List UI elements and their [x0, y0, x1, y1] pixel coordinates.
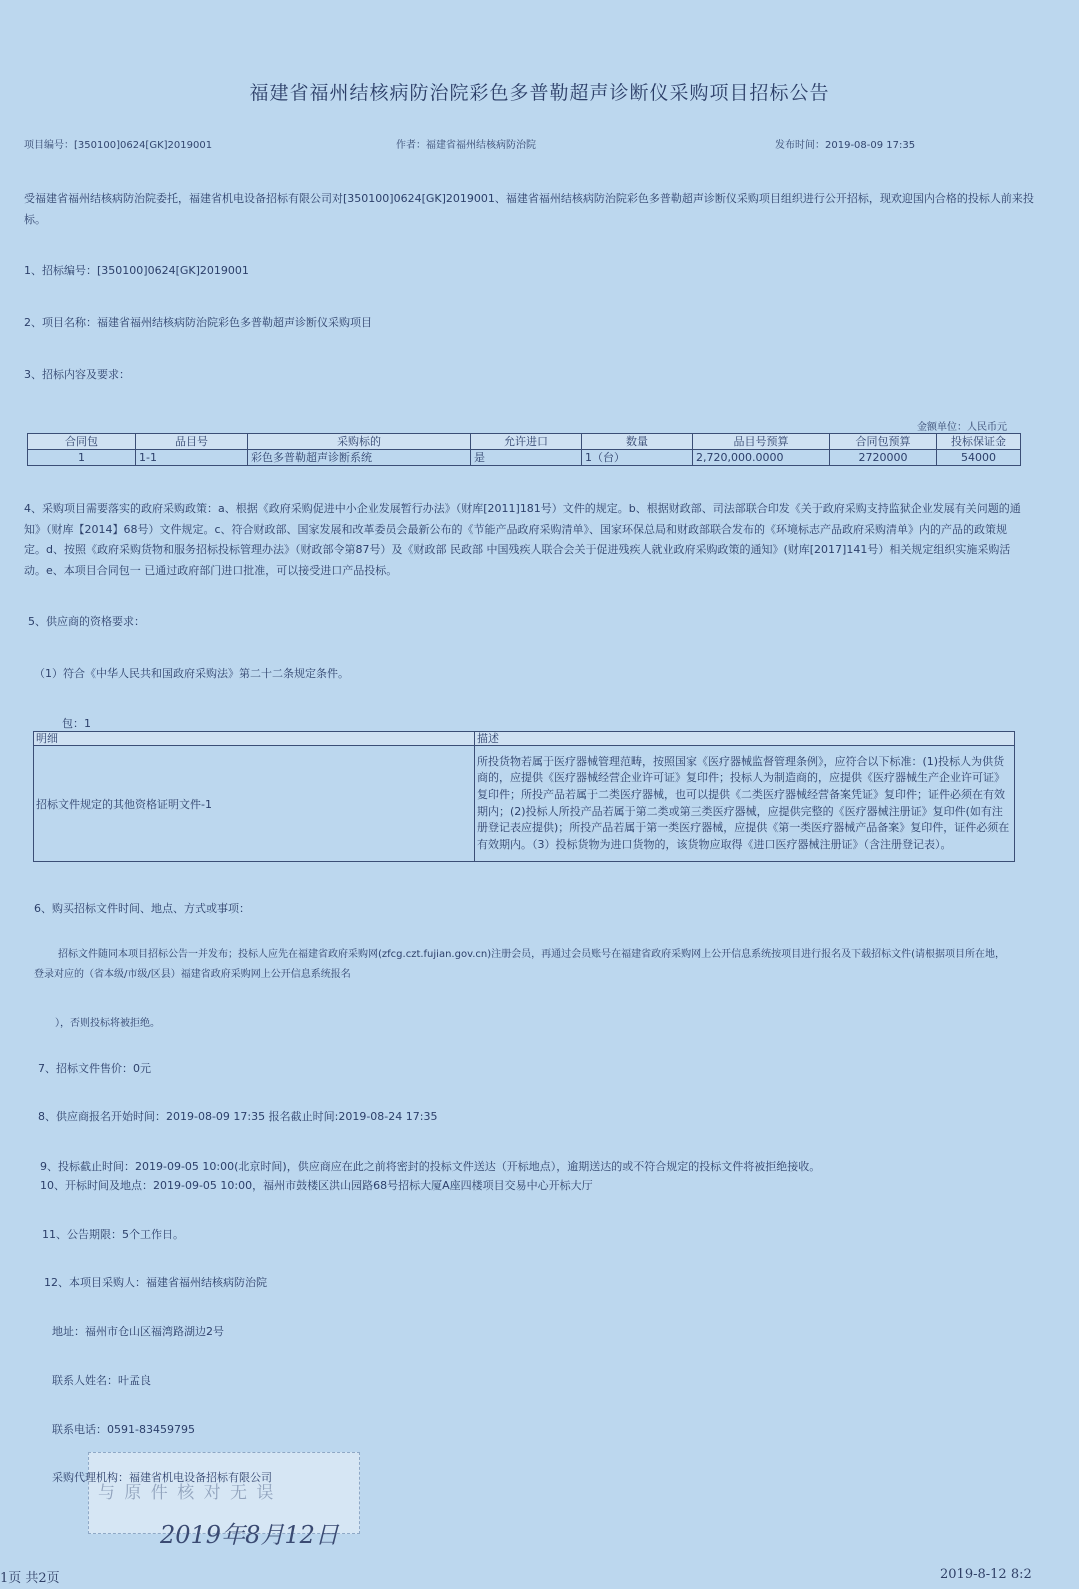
section-9: 9、投标截止时间：2019-09-05 10:00(北京时间)，供应商应在此之前将密封的投标文件送达（开标地点），逾期送达的或不符合规定的投标文件将被拒绝接收。 [40, 1160, 821, 1173]
stamp-text: 与 原 件 核 对 无 误 [98, 1483, 276, 1503]
section-12: 12、本项目采购人：福建省福州结核病防治院 [44, 1276, 267, 1289]
table-header: 采购标的 [248, 434, 471, 450]
table-header: 品目号预算 [693, 434, 830, 450]
table-header: 描述 [475, 732, 1015, 746]
section-7: 7、招标文件售价：0元 [38, 1062, 151, 1075]
section-6-tail: ），否则投标将被拒绝。 [55, 1018, 160, 1029]
currency-unit: 金额单位：人民币元 [917, 422, 1007, 433]
intro-paragraph: 受福建省福州结核病防治院委托，福建省机电设备招标有限公司对[350100]0624[GK]2019001、福建省福州结核病防治院彩色多普勒超声诊断仪采购项目组织进行公开招标，现欢迎国内合格的投标人前来投标。 [24, 192, 1034, 226]
table-header: 合同包预算 [830, 434, 937, 450]
section-3: 3、招标内容及要求： [24, 368, 130, 381]
table-cell: 1 [28, 450, 136, 466]
purchaser-address: 地址：福州市仓山区福湾路湖边2号 [52, 1325, 224, 1338]
table-header-row [34, 732, 1015, 746]
page-title: 福建省福州结核病防治院彩色多普勒超声诊断仪采购项目招标公告 [249, 82, 830, 104]
publish-time: 发布时间：2019-08-09 17:35 [775, 140, 916, 151]
contact-name: 联系人姓名：叶孟良 [52, 1374, 151, 1387]
table-cell: 招标文件规定的其他资格证明文件-1 [34, 746, 475, 862]
handwritten-date: 2019年8月12日 [160, 1521, 339, 1549]
table-header: 投标保证金 [937, 434, 1021, 450]
section-5: 5、供应商的资格要求： [28, 615, 145, 628]
table-cell: 2,720,000.0000 [693, 450, 830, 466]
table-cell: 彩色多普勒超声诊断系统 [248, 450, 471, 466]
procurement-agency: 采购代理机构：福建省机电设备招标有限公司 [52, 1471, 272, 1484]
section-4: 4、采购项目需要落实的政府采购政策：a、根据《政府采购促进中小企业发展暂行办法》（财库[2011]181号）文件的规定。b、根据财政部、司法部联合印发《关于政府采购支持监狱企业发展有关问题的通知》（财库【2014】68号）文件规定。c、符合财政部、国家发展和改革委员会最新公布的《节能产品政府采购清单》、国家环保总局和财政部联合发布的《环境标志产品政府采购清单》内的产品的政策规定。d、按照《政府采购货物和服务招标投标管理办法》（财政部令第87号）及《财政部 民政部 中国残疾人联合会关于促进残疾人就业政府采购政策的通知》(财库[2017]141号）相关规定组织实施采购活动。e、本项目合同包一 已通过政府部门进口批准，可以接受进口产品投标。 [24, 502, 1021, 577]
section-11: 11、公告期限：5个工作日。 [42, 1228, 184, 1241]
section-6: 6、购买招标文件时间、地点、方式或事项： [34, 902, 250, 915]
table-cell: 2720000 [830, 450, 937, 466]
print-time: 2019-8-12 8:2 [940, 1567, 1032, 1582]
contact-phone: 联系电话：0591-83459795 [52, 1423, 195, 1436]
table-header: 合同包 [28, 434, 136, 450]
table-cell: 是 [471, 450, 582, 466]
section-5-1: （1）符合《中华人民共和国政府采购法》第二十二条规定条件。 [34, 667, 349, 680]
section-1: 1、招标编号：[350100]0624[GK]2019001 [24, 264, 249, 277]
table-header: 明细 [34, 732, 475, 746]
table-header: 品目号 [136, 434, 248, 450]
section-2: 2、项目名称：福建省福州结核病防治院彩色多普勒超声诊断仪采购项目 [24, 316, 372, 329]
package-label: 包：1 [62, 717, 91, 730]
table-header: 数量 [582, 434, 693, 450]
page-info: 1页 共2页 [0, 1571, 60, 1586]
table-row [34, 746, 1015, 862]
table-cell-description: 所投货物若属于医疗器械管理范畴，按照国家《医疗器械监督管理条例》，应符合以下标准：(1)投标人为供货商的，应提供《医疗器械经营企业许可证》复印件；投标人为制造商的，应提供《医疗器械生产企业许可证》复印件；所投产品若属于二类医疗器械，也可以提供《二类医疗器械经营备案凭证》复印件；证件必须在有效期内；(2)投标人所投产品若属于第二类或第三类医疗器械，应提供完整的《医疗器械注册证》复印件(如有注册登记表应提供)；所投产品若属于第一类医疗器械，应提供《第一类医疗器械产品备案》复印件，证件必须在有效期内。（3）投标货物为进口货物的，该货物应取得《进口医疗器械注册证》（含注册登记表）。 [475, 746, 1015, 862]
section-8: 8、供应商报名开始时间：2019-08-09 17:35 报名截止时间:2019-08-24 17:35 [38, 1110, 438, 1123]
section-6-text: 招标文件随同本项目招标公告一并发布；投标人应先在福建省政府采购网(zfcg.czt.fujian.gov.cn)注册会员，再通过会员账号在福建省政府采购网上公开信息系统按项目进行报名及下载招标文件(请根据项目所在地，登录对应的（省本级/市级/区县）福建省政府采购网上公开信息系统报名 [34, 949, 1006, 980]
author: 作者：福建省福州结核病防治院 [396, 140, 536, 151]
qualification-table [33, 731, 1015, 862]
table-cell: 1-1 [136, 450, 248, 466]
table-cell: 54000 [937, 450, 1021, 466]
table-cell: 1（台） [582, 450, 693, 466]
table-header-row [28, 434, 1021, 450]
table-row [28, 450, 1021, 466]
bid-content-table [27, 433, 1021, 466]
section-10: 10、开标时间及地点：2019-09-05 10:00，福州市鼓楼区洪山园路68号招标大厦A座四楼项目交易中心开标大厅 [40, 1179, 593, 1192]
project-number: 项目编号：[350100]0624[GK]2019001 [24, 140, 213, 151]
table-header: 允许进口 [471, 434, 582, 450]
